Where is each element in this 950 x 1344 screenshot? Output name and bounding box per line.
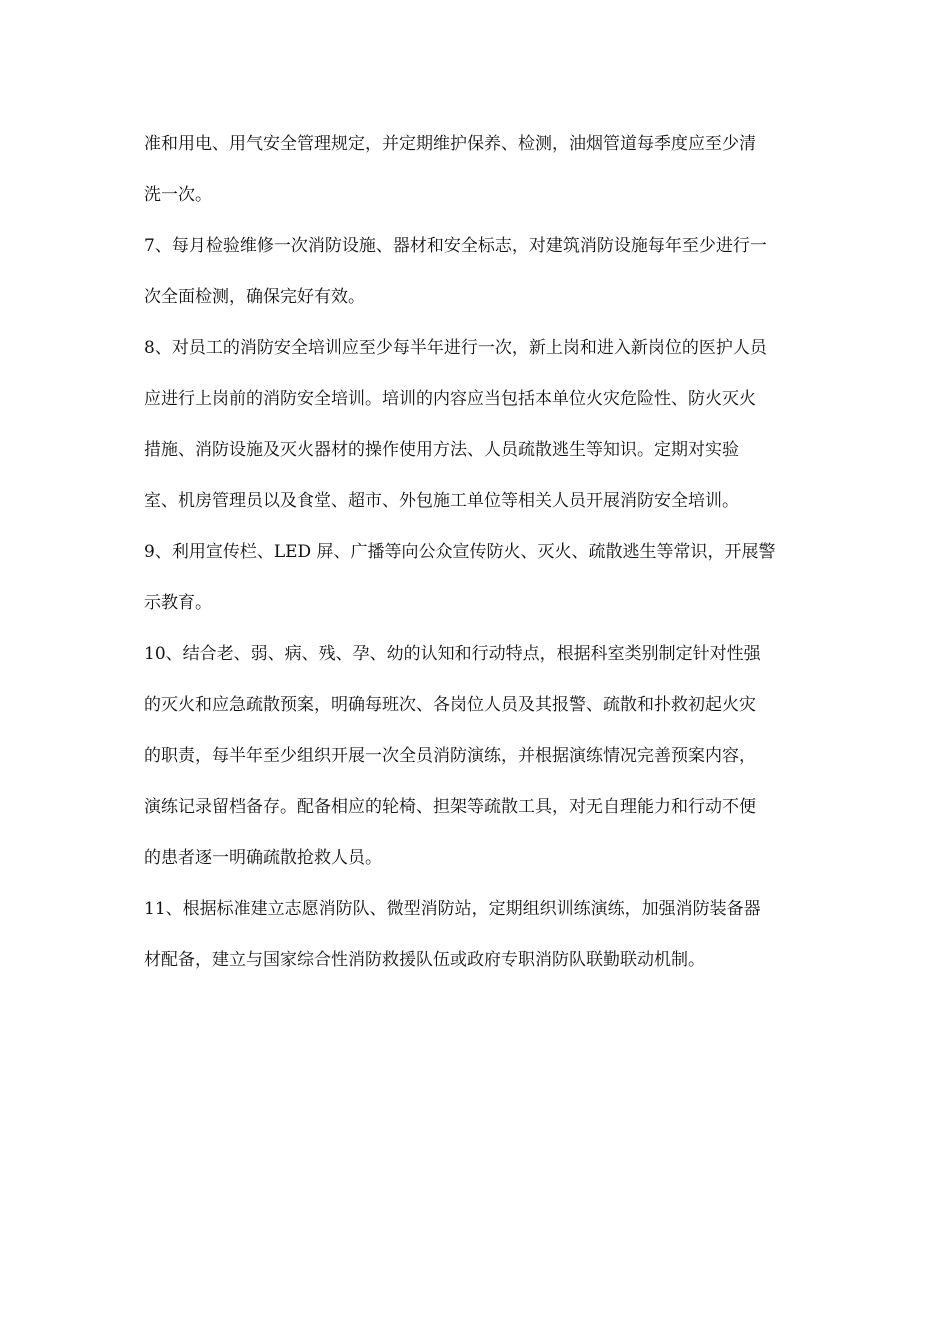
text-line: 次全面检测，确保完好有效。 <box>144 287 365 307</box>
text-line: 的患者逐一明确疏散抢救人员。 <box>144 848 382 868</box>
text-line: 准和用电、用气安全管理规定，并定期维护保养、检测，油烟管道每季度应至少清 <box>144 134 756 154</box>
text-line: 应进行上岗前的消防安全培训。培训的内容应当包括本单位火灾危险性、防火灭火 <box>144 389 756 409</box>
text-line: 9、利用宣传栏、LED 屏、广播等向公众宣传防火、灭火、疏散逃生等常识，开展警 <box>144 542 776 562</box>
text-line: 的职责，每半年至少组织开展一次全员消防演练，并根据演练情况完善预案内容， <box>144 746 756 766</box>
text-line: 室、机房管理员以及食堂、超市、外包施工单位等相关人员开展消防安全培训。 <box>144 491 739 511</box>
text-line: 8、对员工的消防安全培训应至少每半年进行一次，新上岗和进入新岗位的医护人员 <box>144 338 767 358</box>
text-line: 洗一次。 <box>144 185 212 205</box>
text-line: 的灭火和应急疏散预案，明确每班次、各岗位人员及其报警、疏散和扑救初起火灾 <box>144 695 756 715</box>
text-line: 演练记录留档备存。配备相应的轮椅、担架等疏散工具，对无自理能力和行动不便 <box>144 797 756 817</box>
text-line: 7、每月检验维修一次消防设施、器材和安全标志，对建筑消防设施每年至少进行一 <box>144 236 767 256</box>
text-line: 10、结合老、弱、病、残、孕、幼的认知和行动特点，根据科室类别制定针对性强 <box>144 644 761 664</box>
text-line: 11、根据标准建立志愿消防队、微型消防站，定期组织训练演练，加强消防装备器 <box>144 899 761 919</box>
text-line: 示教育。 <box>144 593 212 613</box>
text-line: 材配备，建立与国家综合性消防救援队伍或政府专职消防队联勤联动机制。 <box>144 950 705 970</box>
document-body <box>144 126 810 993</box>
text-line: 措施、消防设施及灭火器材的操作使用方法、人员疏散逃生等知识。定期对实验 <box>144 440 739 460</box>
